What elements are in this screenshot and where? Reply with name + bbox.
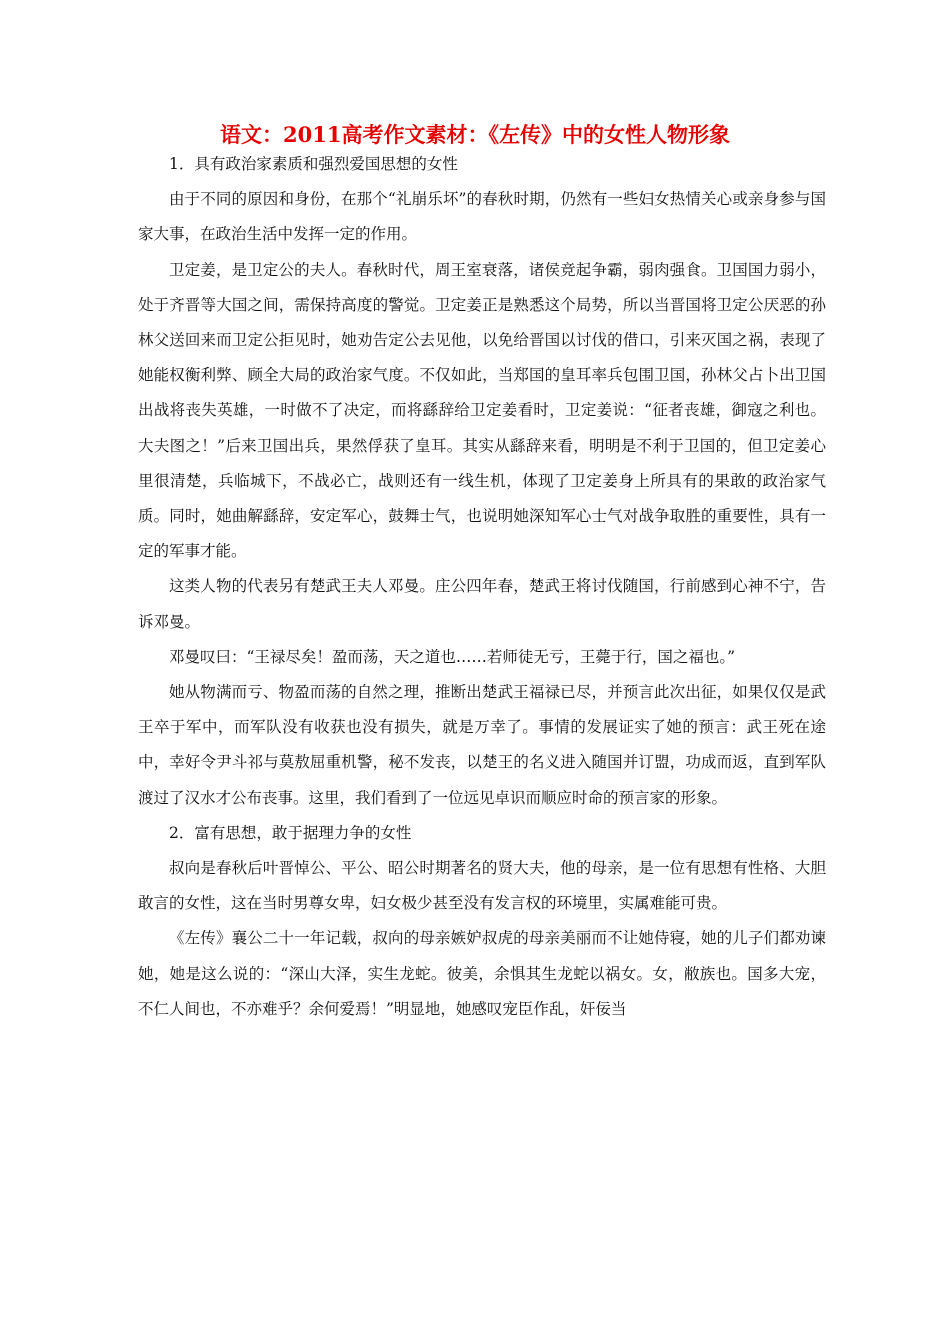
paragraph-wei-dingjiang: 卫定姜，是卫定公的夫人。春秋时代，周王室衰落，诸侯竞起争霸，弱肉强食。卫国国力弱小，处于齐晋等大国之间，需保持高度的警觉。卫定姜正是熟悉这个局势，所以当晋国将卫定公厌恶的孙林父送回来而卫定公拒见时，她劝告定公去见他，以免给晋国以讨伐的借口，引来灭国之祸，表现了她能权衡利弊、顾全大局的政治家气度。不仅如此，当郑国的皇耳率兵包围卫国，孙林父占卜出卫国出战将丧失英雄，一时做不了决定，而将繇辞给卫定姜看时，卫定姜说：“征者丧雄，御寇之利也。大夫图之！”后来卫国出兵，果然俘获了皇耳。其实从繇辞来看，明明是不利于卫国的，但卫定姜心里很清楚，兵临城下，不战必亡，战则还有一线生机，体现了卫定姜身上所具有的果敢的政治家气质。同时，她曲解繇辞，安定军心，鼓舞士气，也说明她深知军心士气对战争取胜的重要性，具有一定的军事才能。 (138, 260, 826, 561)
section-heading-1: 1．具有政治家素质和强烈爱国思想的女性 (169, 155, 458, 173)
paragraph-deng-man: 这类人物的代表另有楚武王夫人邓曼。庄公四年春，楚武王将讨伐随国，行前感到心神不宁，告诉邓曼。 (138, 577, 826, 631)
paragraph-prophecy: 她从物满而亏、物盈而荡的自然之理，推断出楚武王福禄已尽，并预言此次出征，如果仅仅是武王卒于军中，而军队没有收获也没有损失，就是万幸了。事情的发展证实了她的预言：武王死在途中，幸好令尹斗祁与莫敖屈重机警，秘不发丧，以楚王的名义进入随国并订盟，功成而返，直到军队渡过了汉水才公布丧事。这里，我们看到了一位远见卓识而顺应时命的预言家的形象。 (138, 683, 826, 807)
section-heading-2: 2．富有思想，敢于据理力争的女性 (169, 823, 412, 842)
paragraph-zuozhuan-record: 《左传》襄公二十一年记载，叔向的母亲嫉妒叔虎的母亲美丽而不让她侍寝，她的儿子们都劝谏她，她是这么说的：“深山大泽，实生龙蛇。彼美，余惧其生龙蛇以祸女。女，敝族也。国多大宠，不仁人间也，不亦难乎？余何爱焉！”明显地，她感叹宠臣作乱，奸佞当 (138, 929, 826, 1018)
document-body (138, 147, 826, 1027)
document-title: 语文：2011高考作文素材：《左传》中的女性人物形象 (220, 122, 730, 147)
paragraph-deng-man-quote: 邓曼叹曰：“王禄尽矣！盈而荡，天之道也……若师徒无亏，王薨于行，国之福也。” (169, 647, 736, 666)
paragraph-shuxiang-mother: 叔向是春秋后叶晋悼公、平公、昭公时期著名的贤大夫，他的母亲，是一位有思想有性格、大胆敢言的女性，这在当时男尊女卑，妇女极少甚至没有发言权的环境里，实属难能可贵。 (138, 859, 826, 913)
paragraph-intro: 由于不同的原因和身份，在那个“礼崩乐坏”的春秋时期，仍然有一些妇女热情关心或亲身参与国家大事，在政治生活中发挥一定的作用。 (138, 190, 826, 244)
